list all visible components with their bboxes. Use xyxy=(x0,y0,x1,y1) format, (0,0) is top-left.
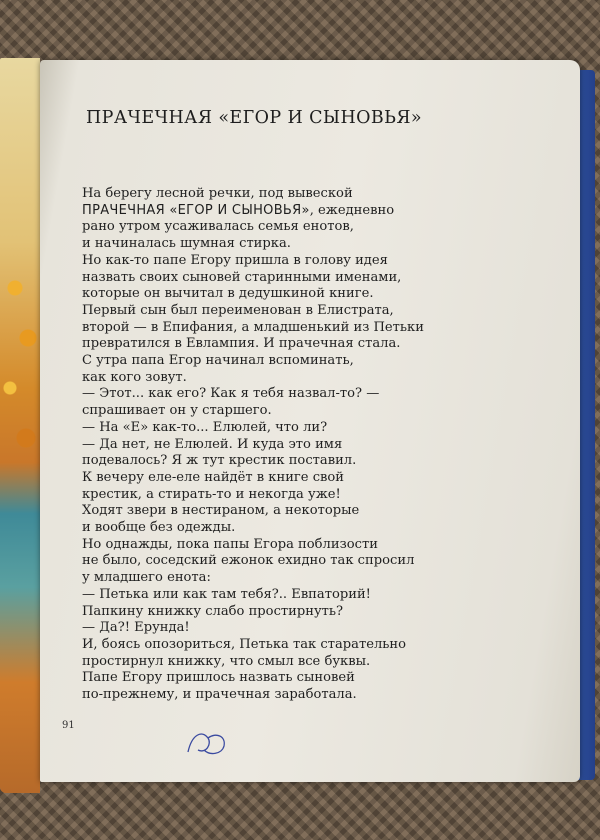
text-line-content: Папкину книжку слабо простирнуть? xyxy=(82,603,344,619)
text-line xyxy=(82,336,552,353)
text-line-content: крестик, а стирать-то и некогда уже! xyxy=(82,486,341,502)
text-line-content: и начиналась шумная стирка. xyxy=(82,236,291,252)
text-line-content: С утра папа Егор начинал вспоминать, xyxy=(82,353,354,369)
text-line-content: И, боясь опозориться, Петька так старательно xyxy=(82,636,407,652)
text-line xyxy=(82,553,552,570)
text-line-content: На берегу лесной речки, под вывеской xyxy=(82,186,353,201)
text-line xyxy=(82,587,552,604)
text-line xyxy=(82,270,552,287)
text-line xyxy=(82,503,552,520)
text-line-content: Но как-то папе Егору пришла в голову идея xyxy=(82,252,388,268)
text-line xyxy=(82,570,552,587)
text-line xyxy=(82,253,552,270)
pen-doodle xyxy=(180,724,240,760)
text-line xyxy=(82,470,552,487)
text-line xyxy=(82,353,552,370)
text-line xyxy=(82,537,552,554)
text-line-content: — Этот... как его? Как я тебя назвал-то? — xyxy=(82,386,380,402)
text-line xyxy=(82,670,552,687)
text-line-content: Ходят звери в нестираном, а некоторые xyxy=(82,503,360,519)
text-line xyxy=(82,219,552,236)
text-line-content: простирнул книжку, что смыл все буквы. xyxy=(82,653,371,669)
text-line xyxy=(82,370,552,387)
text-line-content: — Да?! Ерунда! xyxy=(82,620,190,636)
text-line-content: — Да нет, не Елюлей. И куда это имя xyxy=(82,436,343,452)
text-line xyxy=(82,403,552,420)
text-line xyxy=(82,453,552,470)
text-line xyxy=(82,637,552,654)
facing-page-illustration xyxy=(0,58,40,793)
text-line-content: по-прежнему, и прачечная заработала. xyxy=(82,687,357,703)
text-line xyxy=(82,186,552,203)
text-line-content: , ежедневно xyxy=(309,202,395,218)
text-line xyxy=(82,303,552,320)
text-line-content: — На «Е» как-то... Елюлей, что ли? xyxy=(82,419,328,435)
autumn-foliage-art xyxy=(0,258,40,498)
text-line xyxy=(82,386,552,403)
sign-name: ПРАЧЕЧНАЯ «ЕГОР И СЫНОВЬЯ» xyxy=(82,202,310,218)
text-line-content: которые он вычитал в дедушкиной книге. xyxy=(82,286,374,302)
text-line-content: — Петька или как там тебя?.. Евпаторий! xyxy=(82,586,371,602)
text-line xyxy=(82,487,552,504)
text-line-content: подевалось? Я ж тут крестик поставил. xyxy=(82,453,357,469)
text-line-content: Но однажды, пока папы Егора поблизости xyxy=(82,536,378,552)
text-line xyxy=(82,687,552,704)
text-line-content: как кого зовут. xyxy=(82,369,187,385)
text-line-content: рано утром усаживалась семья енотов, xyxy=(82,219,354,235)
story-text xyxy=(82,186,552,704)
text-line xyxy=(82,604,552,621)
text-line-content: второй — в Епифания, а младшенький из Петьки xyxy=(82,319,424,335)
text-line xyxy=(82,286,552,303)
text-line-content: К вечеру еле-еле найдёт в книге свой xyxy=(82,469,345,485)
story-title: ПРАЧЕЧНАЯ «ЕГОР И СЫНОВЬЯ» xyxy=(86,108,423,128)
text-line xyxy=(82,236,552,253)
text-line-content: Первый сын был переименован в Елистрата, xyxy=(82,302,394,318)
text-line xyxy=(82,437,552,454)
text-line-content: не было, соседский ежонок ехидно так спросил xyxy=(82,553,415,569)
text-line xyxy=(82,520,552,537)
text-line-content: у младшего енота: xyxy=(82,570,211,586)
text-line-content: и вообще без одежды. xyxy=(82,520,236,536)
text-line xyxy=(82,320,552,337)
text-line xyxy=(82,420,552,437)
text-line xyxy=(82,203,552,220)
text-line-content: превратился в Евлампия. И прачечная стала. xyxy=(82,336,401,352)
text-line-content: спрашивает он у старшего. xyxy=(82,403,272,419)
text-line xyxy=(82,654,552,671)
text-line-content: назвать своих сыновей старинными именами, xyxy=(82,269,402,285)
text-line xyxy=(82,620,552,637)
page-number: 91 xyxy=(62,720,75,731)
text-line-content: Папе Егору пришлось назвать сыновей xyxy=(82,670,355,686)
